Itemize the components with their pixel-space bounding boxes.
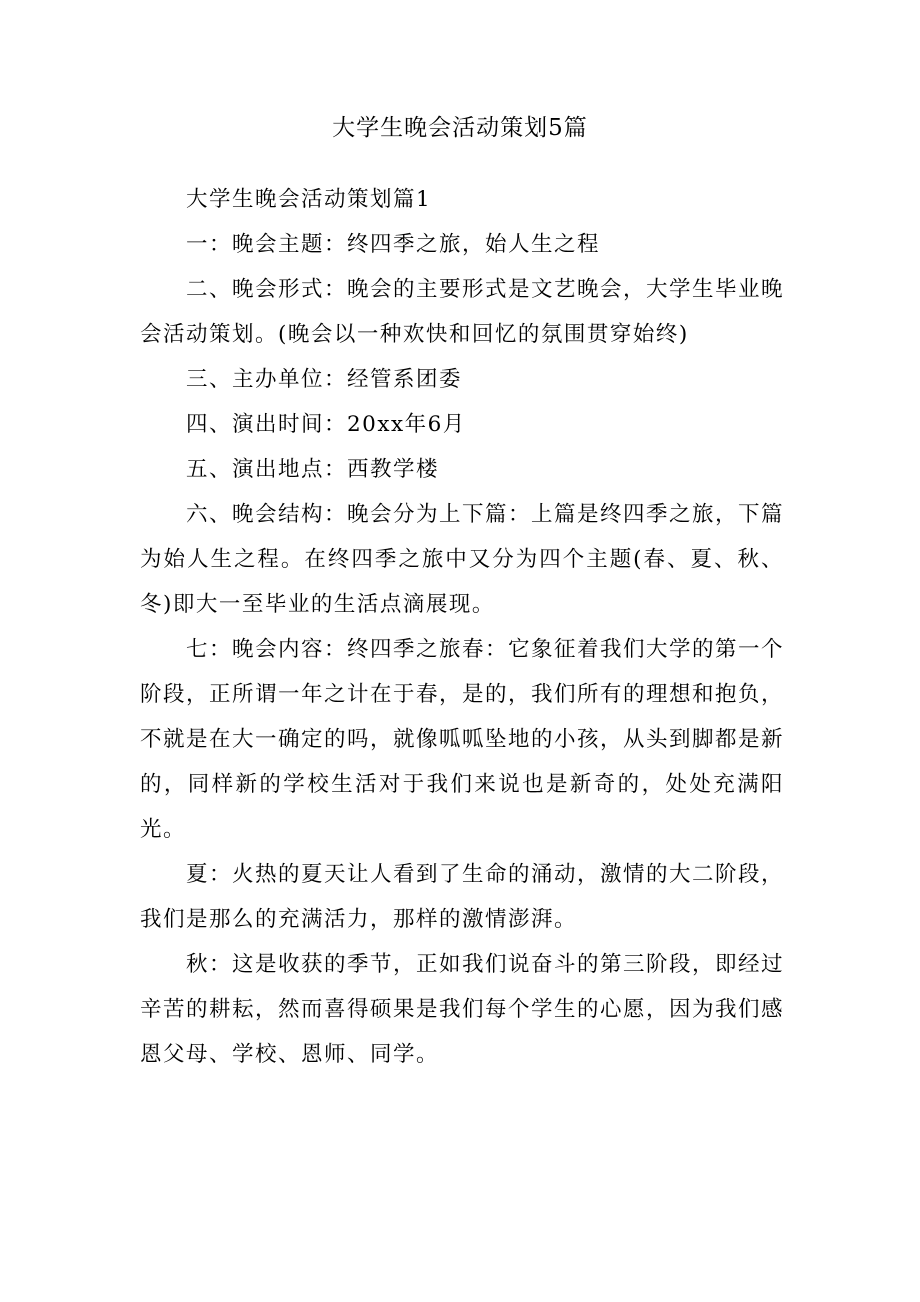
paragraph-theme: 一：晚会主题：终四季之旅，始人生之程 xyxy=(186,232,601,257)
paragraph-summer: 夏：火热的夏天让人看到了生命的涌动，激情的大二阶段，我们是那么的充满活力，那样的激情澎湃。 xyxy=(140,862,785,932)
paragraph-format: 二、晚会形式：晚会的主要形式是文艺晚会，大学生毕业晚会活动策划。(晚会以一种欢快和回忆的氛围贯穿始终) xyxy=(140,277,785,347)
paragraph-structure: 六、晚会结构：晚会分为上下篇：上篇是终四季之旅，下篇为始人生之程。在终四季之旅中又分为四个主题(春、夏、秋、冬)即大一至毕业的生活点滴展现。 xyxy=(140,502,785,617)
document-body xyxy=(140,177,784,1077)
paragraph-time: 四、演出时间：20xx年6月 xyxy=(186,412,466,437)
paragraph-autumn: 秋：这是收获的季节，正如我们说奋斗的第三阶段，即经过辛苦的耕耘，然而喜得硕果是我们每个学生的心愿，因为我们感恩父母、学校、恩师、同学。 xyxy=(140,952,785,1067)
document-title: 大学生晚会活动策划5篇 xyxy=(332,115,588,141)
section-heading: 大学生晚会活动策划篇1 xyxy=(186,187,432,212)
paragraph-location: 五、演出地点：西教学楼 xyxy=(186,457,440,482)
paragraph-organizer: 三、主办单位：经管系团委 xyxy=(186,367,463,392)
paragraph-content-spring: 七：晚会内容：终四季之旅春：它象征着我们大学的第一个阶段，正所谓一年之计在于春，是的，我们所有的理想和抱负，不就是在大一确定的吗，就像呱呱坠地的小孩，从头到脚都是新的，同样新的学校生活对于我们来说也是新奇的，处处充满阳光。 xyxy=(140,637,785,842)
